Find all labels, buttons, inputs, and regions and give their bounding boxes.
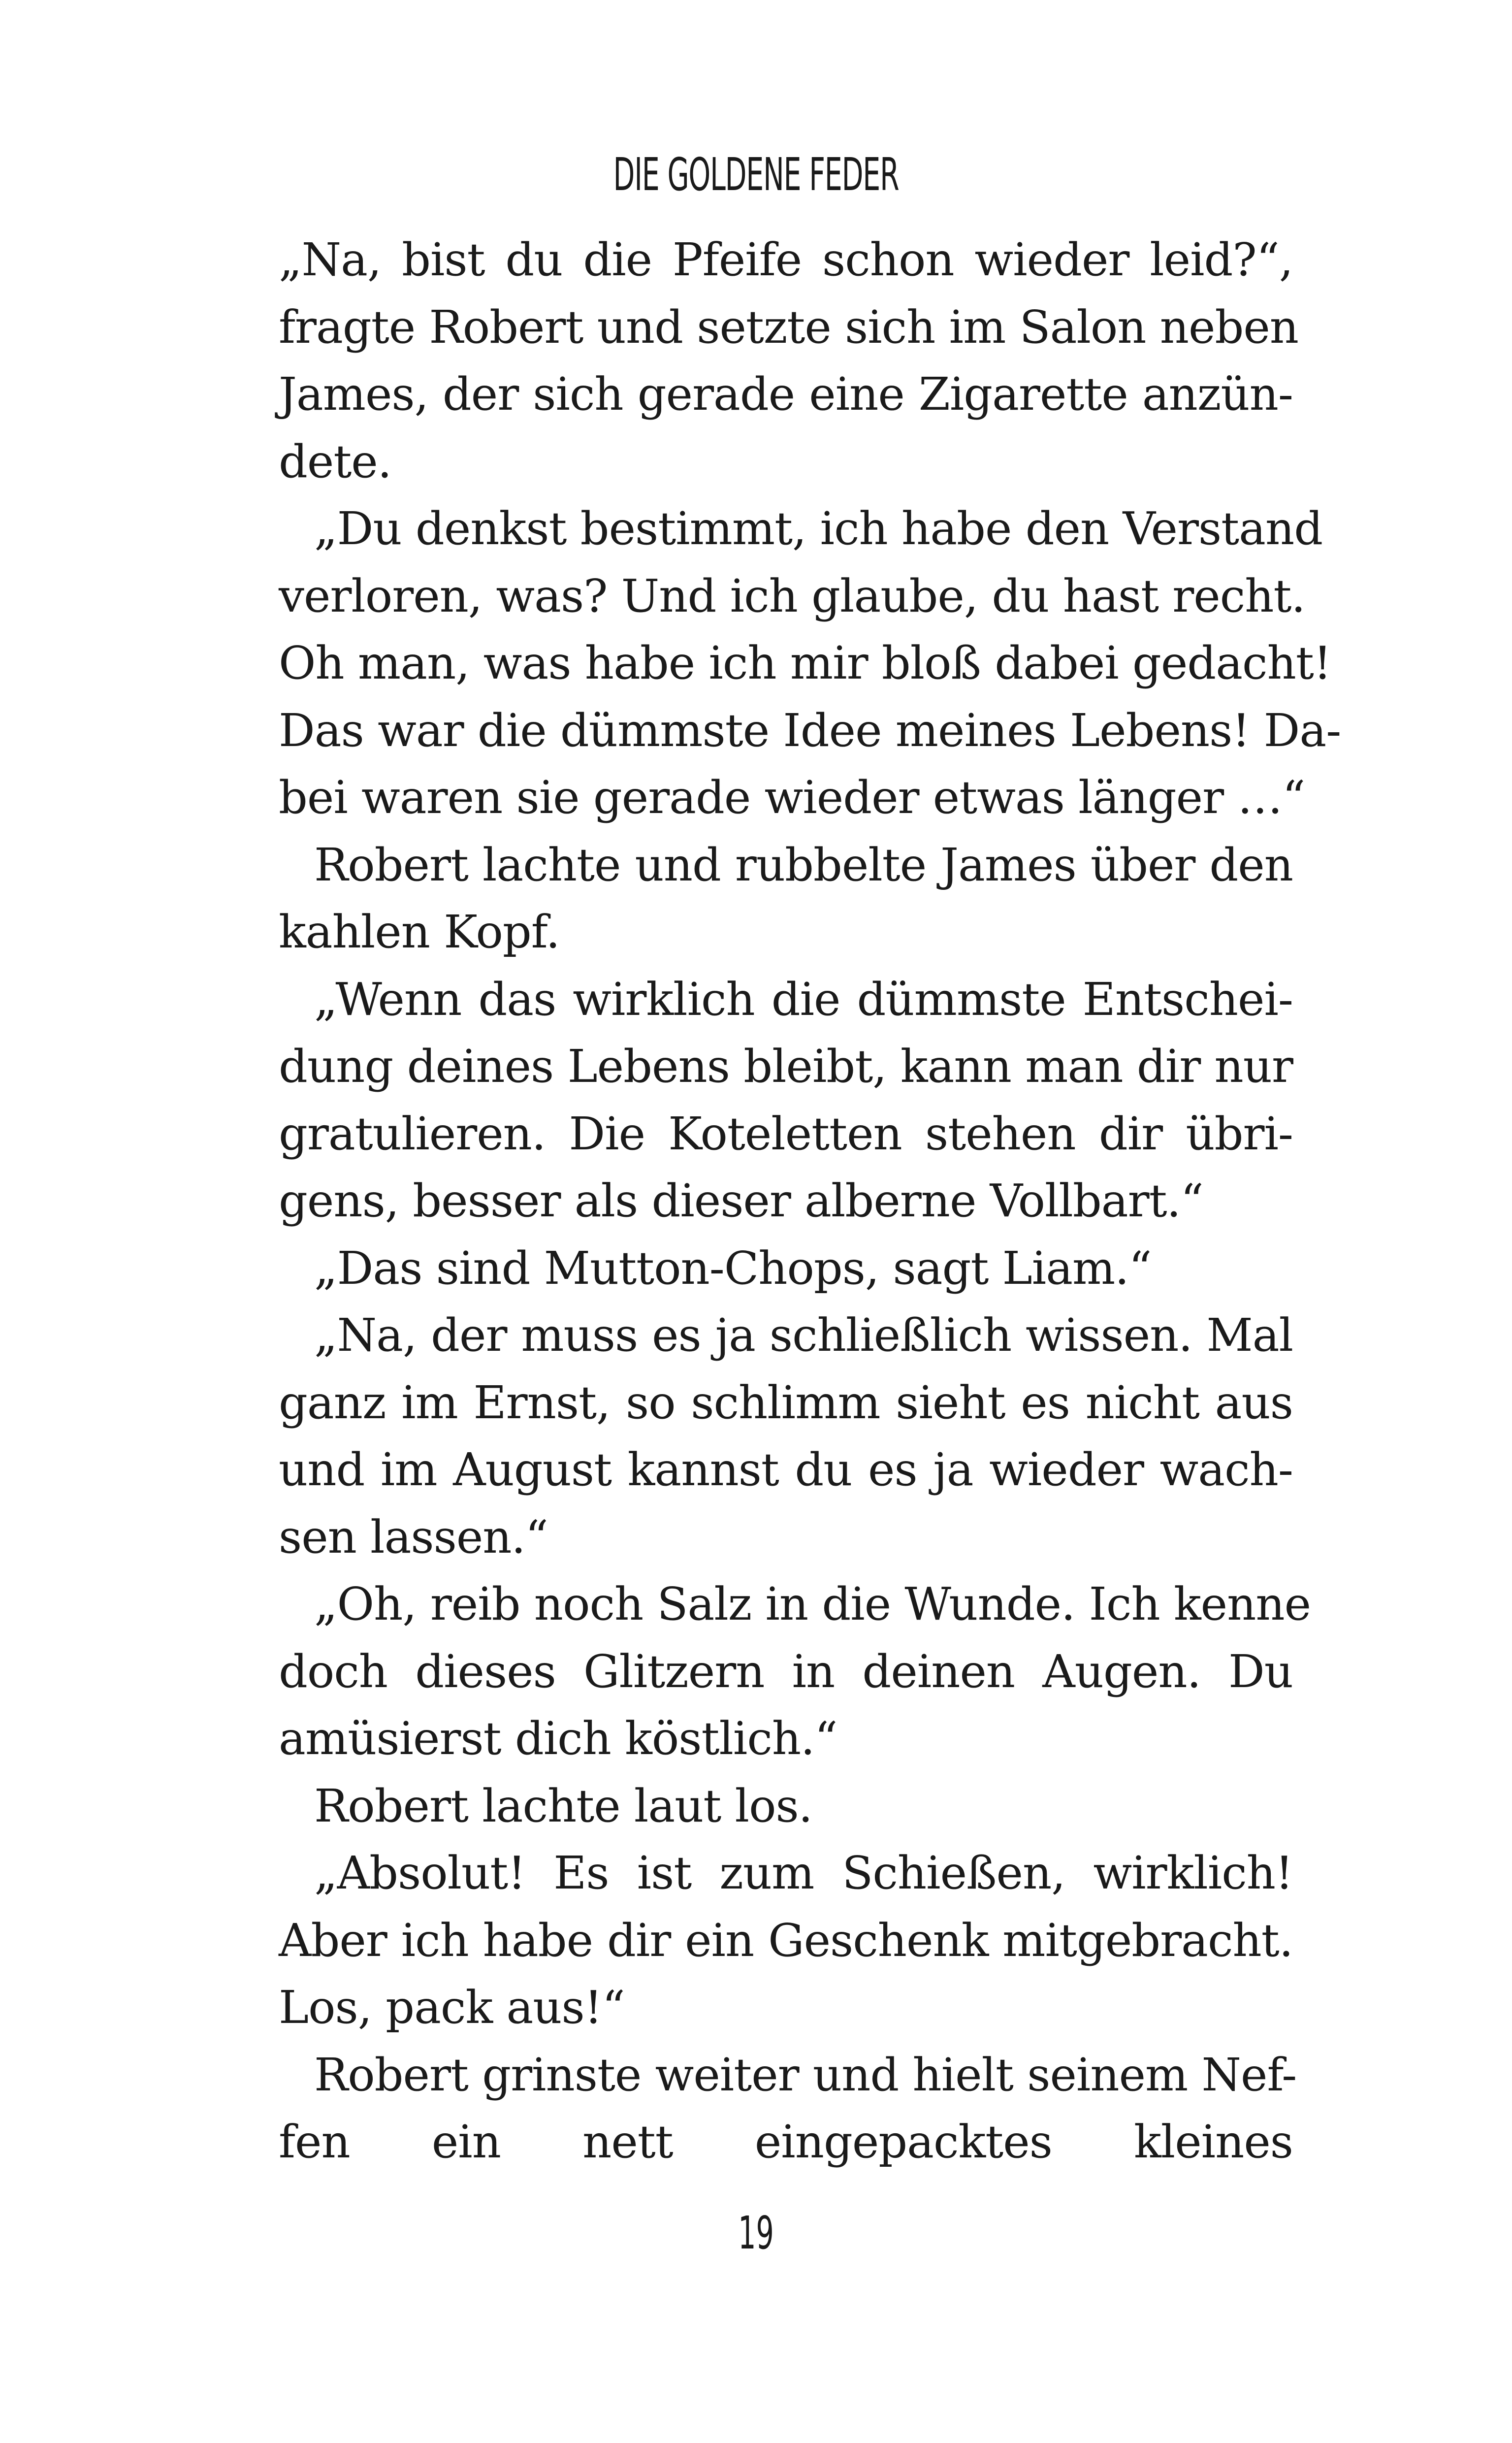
text-line: James, der sich gerade eine Zigarette anzün- [279, 368, 1293, 421]
text-line: und im August kannst du es ja wieder wach- [279, 1443, 1293, 1496]
text-line: doch dieses Glitzern in deinen Augen. Du [279, 1645, 1293, 1698]
text-line: sen lassen.“ [279, 1510, 548, 1564]
text-line: fragte Robert und setzte sich im Salon neben [279, 300, 1299, 354]
text-line: dete. [279, 435, 391, 488]
text-line: „Oh, reib noch Salz in die Wunde. Ich kenne [314, 1578, 1311, 1630]
text-line: Los, pack aus!“ [279, 1981, 625, 2034]
text-line: „Das sind Mutton-Chops, sagt Liam.“ [314, 1241, 1152, 1295]
text-line: Oh man, was habe ich mir bloß dabei gedacht! [279, 637, 1331, 689]
text-line: Robert lachte laut los. [314, 1779, 812, 1832]
text-line: amüsierst dich köstlich.“ [279, 1712, 837, 1765]
text-line: Robert lachte und rubbelte James über den [314, 838, 1293, 891]
text-line: „Na, der muss es ja schließlich wissen. Mal [314, 1309, 1293, 1362]
text-line: fen ein nett eingepacktes kleines [279, 2116, 1293, 2168]
text-line: „Na, bist du die Pfeife schon wieder leid?“, [279, 233, 1293, 286]
text-line: Aber ich habe dir ein Geschenk mitgebracht. [279, 1914, 1293, 1967]
text-line: „Wenn das wirklich die dümmste Entschei- [314, 973, 1293, 1026]
text-line: „Du denkst bestimmt, ich habe den Verstand [314, 502, 1323, 555]
text-line: „Absolut! Es ist zum Schießen, wirklich! [314, 1847, 1293, 1899]
text-line: Das war die dümmste Idee meines Lebens! Da- [279, 704, 1341, 757]
body-text [279, 227, 1341, 2176]
text-line: gens, besser als dieser alberne Vollbart.“ [279, 1174, 1203, 1227]
text-line: ganz im Ernst, so schlimm sieht es nicht aus [279, 1376, 1293, 1429]
page-number: 19 [738, 2207, 774, 2259]
text-line: gratulieren. Die Koteletten stehen dir übri- [279, 1107, 1293, 1160]
text-line: verloren, was? Und ich glaube, du hast recht. [279, 569, 1305, 622]
text-line: kahlen Kopf. [279, 906, 560, 958]
running-head: DIE GOLDENE FEDER [613, 148, 899, 201]
text-line: Robert grinste weiter und hielt seinem Nef- [314, 2048, 1297, 2101]
text-line: bei waren sie gerade wieder etwas länger …“ [279, 771, 1305, 824]
text-line: dung deines Lebens bleibt, kann man dir nur [279, 1040, 1293, 1093]
